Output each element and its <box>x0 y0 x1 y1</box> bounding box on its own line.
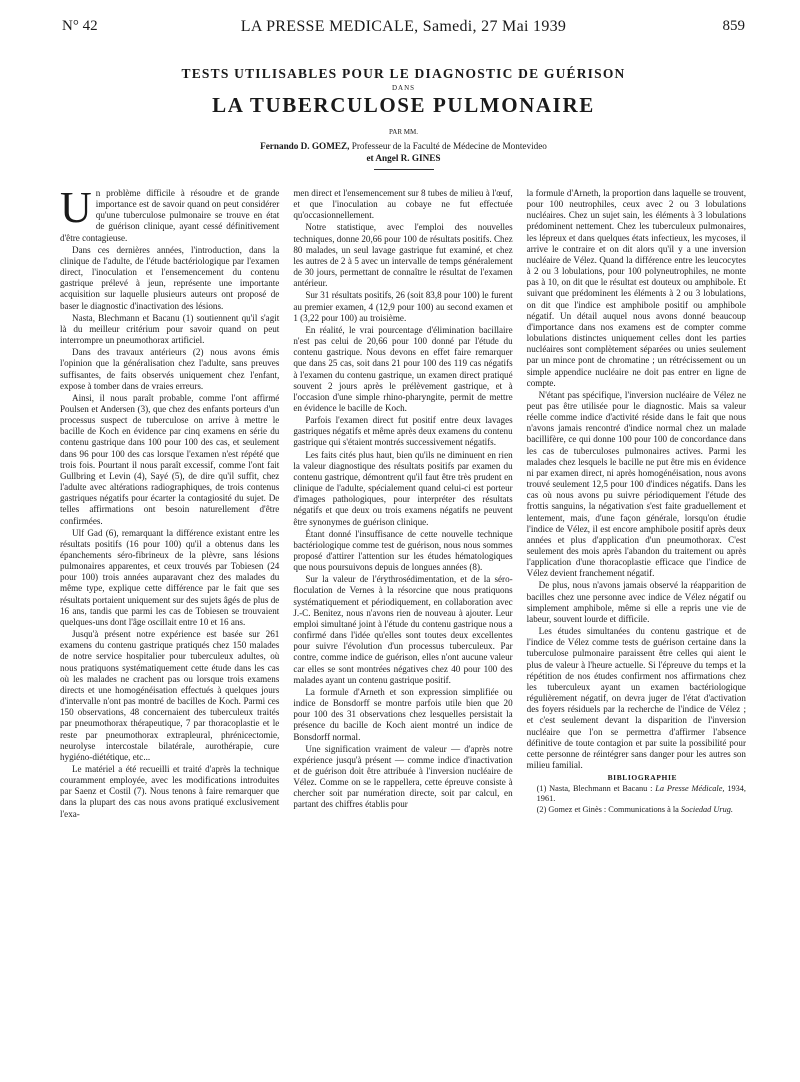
paragraph: Sur la valeur de l'érythrosédimentation, et de la séro-floculation de Vernes à la résorcine que nous pratiquons systématiquement et périodiquement, en collaboration avec J.-C. Benitez, nous n'avons rien de nouveau à ajouter. Leur emploi simultané joint à l'étude du contenu gastrique nous a confirmé dans l'idée qu'elles sont toutes deux excellentes pour suivre l'évolution d'un processus tuberculeux. Par contre, comme indice de guérison, elles n'ont aucune valeur car elles se sont montrées négatives chez 40 pour 100 des malades ayant un contenu gastrique positif. <box>293 574 513 685</box>
page-number: 859 <box>722 18 745 34</box>
ref-journal: Sociedad Urug. <box>680 805 733 815</box>
paragraph: Étant donné l'insuffisance de cette nouvelle technique bactériologique comme test de guérison, nous nous sommes proposé d'attirer l'attention sur les études hématologiques que nous poursuivons depuis de longues années (8). <box>293 528 513 573</box>
journal-title-date: LA PRESSE MEDICALE, Samedi, 27 Mai 1939 <box>240 18 567 35</box>
issue-number: N° 42 <box>62 18 98 34</box>
author-1-affiliation: Professeur de la Faculté de Médecine de Montevideo <box>351 141 547 151</box>
article-title-line2: LA TUBERCULOSE PULMONAIRE <box>212 93 595 117</box>
paragraph: La formule d'Arneth et son expression simplifiée ou indice de Bonsdorff se montre parfois utile bien que 20 pour 100 des 31 observations chez lesquelles persistait la présence du bacille de Koch aient montré un indice de Bonsdorff normal. <box>293 686 513 742</box>
paragraph: Notre statistique, avec l'emploi des nouvelles techniques, donne 20,66 pour 100 de résultats positifs. Chez 80 malades, un seul lavage gastrique fut examiné, et chez les autres de 2 à 5 avec un intervalle de temps généralement de 30 jours, permettant de connaître le résultat de l'examen antérieur. <box>293 222 513 289</box>
paragraph: Les faits cités plus haut, bien qu'ils ne diminuent en rien la valeur diagnostique des résultats positifs par examen du contenu gastrique, démontrent qu'il faut être très prudent en clinique de l'adulte, spécialement quand celui-ci est porteur d'images pathologiques, pour interpréter des résultats négatifs et que deux ou trois examens négatifs ne peuvent être synonymes de guérison clinique. <box>293 449 513 527</box>
paragraph-text: n problème difficile à résoudre et de grande importance est de savoir quand on peut considérer qu'une tuberculose pulmonaire se trouve en état de guérison clinique, ayant cessé définitivement d'être contagieuse. <box>60 188 280 243</box>
bibliography-entry <box>527 805 746 815</box>
column-3 <box>527 188 746 1068</box>
title-divider <box>374 169 434 170</box>
paragraph: Nasta, Blechmann et Bacanu (1) soutiennent qu'il s'agit là du meilleur critérium pour savoir quand on peut interrompre un pneumothorax artificiel. <box>60 312 280 346</box>
article-heading <box>60 66 747 170</box>
bibliography-entry <box>527 784 746 804</box>
paragraph: Les études simultanées du contenu gastrique et de l'indice de Vélez comme tests de guérison certaine dans la tuberculose pulmonaire paraissent être celles qui aient le plus de valeur à l'heure actuelle. Si l'épreuve du temps et la répétition de nos études confirment nos affirmations chez les tuberculeux ayant un examen bactériologique régulièrement négatif, on devra juger de l'état d'activation des foyers résiduels par la recherche de l'indice de Vélez ; et c'est seulement devant la disparition de l'inversion nucléaire que l'on se permettra d'affirmer l'absence définitive de toute contagion et par suite la possibilité pour cette personne de réintégrer sans danger pour les autres son milieu familial. <box>526 626 746 770</box>
ref-authors: (1) Nasta, Blechmann et Bacanu : <box>536 784 653 794</box>
author-1 <box>60 141 747 151</box>
paragraph: Dans des travaux antérieurs (2) nous avons émis l'opinion que la généralisation chez l'adulte, sans preuves suffisantes, de faits observés uniquement chez l'enfant, expose à tomber dans de vraies erreurs. <box>60 347 280 391</box>
author-2-name: et Angel R. GINES <box>366 153 441 163</box>
paragraph: En réalité, le vrai pourcentage d'élimination bacillaire n'est pas celui de 20,66 pour 100 donné par l'étude du contenu gastrique. Nous devons en effet faire remarquer que dans 25 cas, soit dans 21 pour 100 des 119 cas négatifs à l'examen du contenu gastrique, un examen direct pratiqué souvent 2 jours après le prélèvement gastrique, et à l'occasion d'une simple rhino-pharyngite, permit de mettre en évidence le bacille de Koch. <box>293 324 513 413</box>
paragraph: Ulf Gad (6), remarquant la différence existant entre les résultats positifs (16 pour 100) qu'il a obtenus dans les épanchements séro-fibrineux de la plèvre, sans lésions pulmonaires apparentes, et ceux trouvés par Tobiesen (24 pour 100) trois années auparavant chez des malades du même type, explique cette différence par le fait que ses résultats portaient uniquement sur des sujets âgés de plus de 16 ans, tandis que parmi les cas de Tobiesen se trouvaient quelques-uns dont l'âge oscillait entre 10 et 16 ans. <box>60 527 280 627</box>
paragraph: la formule d'Arneth, la proportion dans laquelle se trouvent, pour 100 neutrophiles, ceux avec 2 ou 3 lobulations nucléaires. Chez un sujet sain, les éléments à 3 lobulations prédominent nettement. Chez les tuberculeux pulmonaires, les lépreux et dans quelques états infectieux, les mycoses, il arrive le contraire et on dit alors qu'il y a une inversion nucléaire de Vélez. Quand la différence entre les leucocytes à 2 ou 3 lobulations, pour 100 polyneutrophiles, ne monte pas à 10, on dit que le résultat est douteux ou amphibole. Et suivant que prédominent les éléments à 2 ou 3 lobulations, on dit que l'indice est amphibole positif ou amphibole négatif. Un détail auquel nous avons donné beaucoup d'importance dans nos examens est de compter comme lobulations distinctes uniquement celles dont les parties nucléaires sont complètement séparées ou unies seulement par un mince pont de chromatine ; un rétrécissement ou un simple appendice nucléaire ne doit pas entrer en ligne de compte. <box>526 188 746 388</box>
paragraph: De plus, nous n'avons jamais observé la réapparition de bacilles chez une personne avec indice de Vélez négatif ou simplement amphibole, même si elle a repris une vie de labeur, souvent lourde et difficile. <box>526 580 746 624</box>
article-title-connector: DANS <box>391 84 416 92</box>
paragraph: Jusqu'à présent notre expérience est basée sur 261 examens du contenu gastrique pratiqués chez 150 malades de notre service hospitalier pour tuberculeux adultes, où nous pratiquons systématiquement cette étude dans les cas où les malades ne crachent pas ou lorsque trois examens directs et une homogénéisation effectués à quelques jours d'intervalle n'ont pas montré de bacilles de Koch. Parmi ces 150 observations, 48 concernaient des tuberculeux traités par pneumothorax thérapeutique, 7 par thoracoplastie et le reste par pneumothorax extrapleural, phrénicectomie, neurolyse intercostale bilatérale, aurothérapie, cure hygiéno-diététique, etc... <box>60 629 280 762</box>
bibliography-heading: BIBLIOGRAPHIE <box>607 773 678 783</box>
running-header <box>62 18 745 40</box>
paragraph <box>60 183 280 244</box>
article-title-line1: TESTS UTILISABLES POUR LE DIAGNOSTIC DE GUÉRISON <box>181 66 626 81</box>
paragraph: Une signification vraiment de valeur — d'après notre expérience jusqu'à présent — comme indice d'inactivation et de guérison doit être attribuée à l'inversion nucléaire de Vélez. Comme on se le rappellera, cette épreuve consiste à chercher soit par numération directe, soit par calcul, en partant des chiffres établis pour <box>293 743 513 810</box>
paragraph: Ainsi, il nous paraît probable, comme l'ont affirmé Poulsen et Andersen (3), que chez des enfants porteurs d'un processus suspect de tuberculose on arrive à mettre le bacille de Koch en évidence par cinq examens en série du contenu gastrique dans 100 pour 100 des cas, et seulement dans 96 pour 100 des cas lorsque l'examen n'est répété que trois fois. Pourtant il nous paraît excessif, comme l'ont fait Gullbring et Levin (4), Sayé (5), de dire qu'il suffit, chez l'adulte avec altérations radiographiques, de trois contenus gastriques négatifs pour écarter la contagiosité du sujet. De telles affirmations ont besoin naturellement d'être confirmées. <box>60 392 280 526</box>
paragraph: Sur 31 résultats positifs, 26 (soit 83,8 pour 100) le furent au premier examen, 4 (12,9 pour 100) au second examen et 1 (3,22 pour 100) au troisième. <box>293 290 513 323</box>
article-body <box>60 183 746 1068</box>
author-1-name: Fernando D. GOMEZ, <box>260 141 350 151</box>
column-1 <box>60 183 280 1068</box>
ref-authors: (2) Gomez et Ginès : Communications à la <box>536 805 679 815</box>
drop-cap: U <box>60 183 92 232</box>
author-2 <box>60 153 747 163</box>
ref-details: 1934, 1961. <box>536 784 746 804</box>
byline-par: PAR MM. <box>389 128 418 136</box>
ref-journal: La Presse Médicale, <box>655 784 725 794</box>
paragraph: N'étant pas spécifique, l'inversion nucléaire de Vélez ne peut pas être utilisée pour le diagnostic. Mais sa valeur réelle comme indice d'activité réside dans le fait que nous n'avons jamais rencontré d'indice normal chez un malade bacillifère, ce qui donne 100 pour 100 de concordance dans les cas de tuberculoses pulmonaires actives. Parmi les malades chez lesquels le bacille ne put être mis en évidence ni par examen direct, ni après homogénéisation, nous avons trouvé seulement 12,5 pour 100 d'indices négatifs. Dans les cas où nous avons pu suivre périodiquement l'étude des frottis sanguins, la négativation s'est faite graduellement et lentement, mais, d'une façon générale, lorsqu'on étudie l'indice de Vélez, il est encore amphibole positif après deux années et plus d'application d'un pneumothorax. C'est seulement des mois après l'abandon du traitement ou après l'application d'une thoracoplastie efficace que l'indice de Vélez devient franchement négatif. <box>526 389 746 579</box>
paragraph: men direct et l'ensemencement sur 8 tubes de milieu à l'œuf, et que l'inoculation au cobaye ne fut effectuée qu'occasionnellement. <box>293 188 513 221</box>
paragraph: Le matériel a été recueilli et traité d'après la technique couramment employée, avec les modifications introduites par Saenz et Costil (7). Nous tenons à faire remarquer que dans la plupart des cas nous avons pratiqué exclusivement l'exa- <box>60 763 280 819</box>
column-2 <box>293 188 512 1068</box>
paragraph: Dans ces dernières années, l'introduction, dans la clinique de l'adulte, de l'étude bactériologique par l'examen direct, l'inoculation et l'ensemencement du contenu gastrique prélevé à jeun, représente une importante acquisition sur laquelle plusieurs auteurs ont proposé de baser le diagnostic d'inactivation des lésions. <box>60 244 280 311</box>
paragraph: Parfois l'examen direct fut positif entre deux lavages gastriques négatifs et même après deux examens du contenu gastrique qui s'étaient montrés successivement négatifs. <box>293 415 513 448</box>
